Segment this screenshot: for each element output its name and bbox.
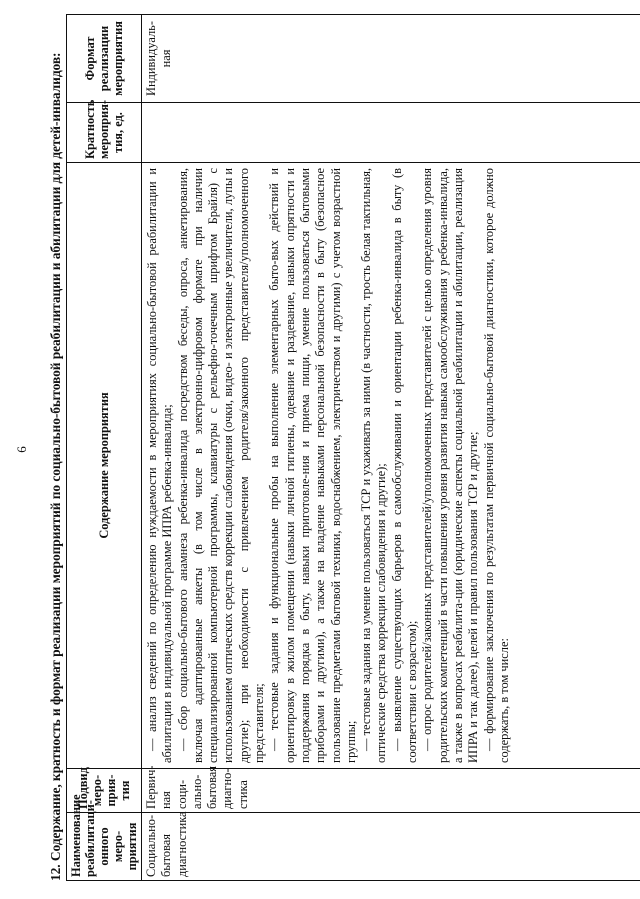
page-number: 6: [14, 446, 29, 453]
content-item: — тестовые задания и функциональные пробы на выполнение элементарных быто-вых действий и ориентировку в жилом помещении (навыки личной гигиены, одевание и раздевание, навыки опрятности и поддержания порядка в быту, навыки приготовле-ния и приема пищи, умение пользоваться бытовыми приборами и другими), а также на владение навыками персональной безопасности в быту (безопасное пользование предметами бытовой техники, водоснабжением, электричеством и другими) с учетом возрастной группы;: [267, 168, 358, 763]
cell-subtype: Первич-ная соци-ально-бытовая диагно-стика: [142, 769, 640, 813]
header-frequency: Кратность мероприя-тия, ед.: [67, 103, 142, 163]
header-subtype: Подвид меро-прия-тия: [67, 769, 142, 813]
content-item: — выявление существующих барьеров в самообслуживании и ориентации ребенка-инвалида в быту (в соответствии с возрастом);: [389, 168, 420, 763]
content-item: — сбор социально-бытового анамнеза ребенка-инвалида посредством беседы, опроса, анкетирования, включая адаптированные анкеты (в том числе в электронно-цифровом формате при наличии специализированной компьютерной программы, клавиатуры с рельефно-точечным шрифтом Брайля) с использованием оптических средств коррекции слабовидения (очки, видео- и электронные увеличители, лупы и другие); при необходимости с привлечением родителя/законного представителя/уполномоченного представителя;: [175, 168, 267, 763]
content-item: — формирование заключения по результатам первичной социально-бытовой диагностики, которое должно содержать, в том числе:: [481, 168, 511, 763]
table-header-row: [67, 15, 142, 881]
header-name: Наименование реабилитаци-онного меро-приятия: [67, 813, 142, 881]
content-item: — тестовые задания на умение пользоваться ТСР и ухаживать за ними (в частности, трость белая тактильная, оптические средства коррекции слабовидения и другие);: [359, 168, 389, 763]
content-item: — анализ сведений по определению нуждаемости в мероприятиях социально-бытовой реабилитации и абилитации в индивидуальной программе ИПРА ребенка-инвалида;: [145, 168, 175, 763]
cell-content: [142, 163, 640, 769]
header-format: Формат реализации мероприятия: [67, 15, 142, 103]
section-title: 12. Содержание, кратность и формат реализации мероприятий по социально-бытовой реабилитации и абилитации для детей-инвалидов:: [48, 52, 63, 881]
cell-name: Социально-бытовая диагностика: [142, 813, 640, 881]
content-item: — опрос родителей/законных представителей/уполномоченных представителей с целью определения уровня родительских компетенций в части повышения уровня развития навыка самообслуживания у ребенка-инвалида, а также в вопросах реабилита-ции (юридические аспекты социальной реабилитации и абилитации, реализация ИПРА и так далее), целей и правил пользования ТСР и другие;: [420, 168, 481, 763]
header-content: Содержание мероприятия: [67, 163, 142, 769]
cell-format: Индивидуаль-ная: [142, 15, 640, 103]
table-row: [142, 15, 640, 881]
measures-table: [66, 14, 640, 881]
cell-frequency: [142, 103, 640, 163]
